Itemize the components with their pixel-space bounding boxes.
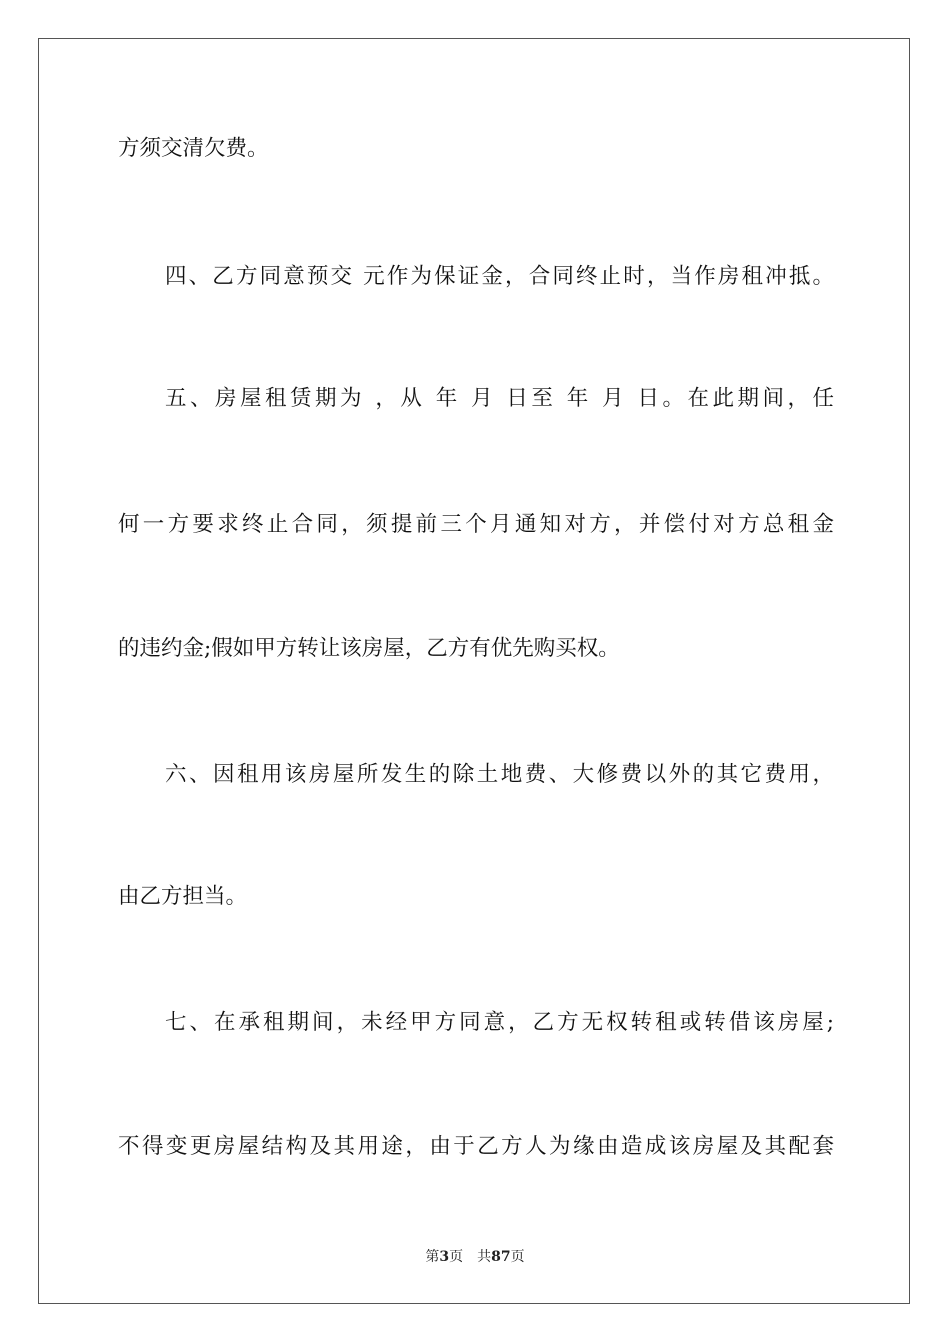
footer-total-prefix: 共 bbox=[477, 1249, 492, 1265]
paragraph-line-9: 不得变更房屋结构及其用途，由于乙方人为缘由造成该房屋及其配套 bbox=[118, 1134, 834, 1159]
page-footer bbox=[0, 1248, 950, 1266]
footer-page-prefix: 第 bbox=[425, 1249, 440, 1265]
paragraph-line-8: 七、在承租期间，未经甲方同意，乙方无权转租或转借该房屋; bbox=[165, 1010, 834, 1035]
paragraph-line-6: 六、因租用该房屋所发生的除土地费、大修费以外的其它费用， bbox=[165, 762, 834, 787]
footer-total-pages: 87 bbox=[491, 1249, 511, 1265]
paragraph-line-4: 何一方要求终止合同，须提前三个月通知对方，并偿付对方总租金 bbox=[118, 512, 834, 537]
paragraph-line-5: 的违约金;假如甲方转让该房屋，乙方有优先购买权。 bbox=[118, 636, 620, 661]
footer-total-unit: 页 bbox=[510, 1249, 525, 1265]
paragraph-line-2: 四、乙方同意预交 元作为保证金，合同终止时，当作房租冲抵。 bbox=[165, 264, 834, 289]
paragraph-line-1: 方须交清欠费。 bbox=[118, 136, 269, 161]
footer-page-number: 3 bbox=[439, 1249, 450, 1265]
paragraph-line-7: 由乙方担当。 bbox=[118, 884, 248, 909]
footer-page-unit: 页 bbox=[449, 1249, 464, 1265]
page-border bbox=[38, 38, 910, 1304]
paragraph-line-3: 五、房屋租赁期为 ，从 年 月 日至 年 月 日。在此期间，任 bbox=[165, 386, 834, 411]
